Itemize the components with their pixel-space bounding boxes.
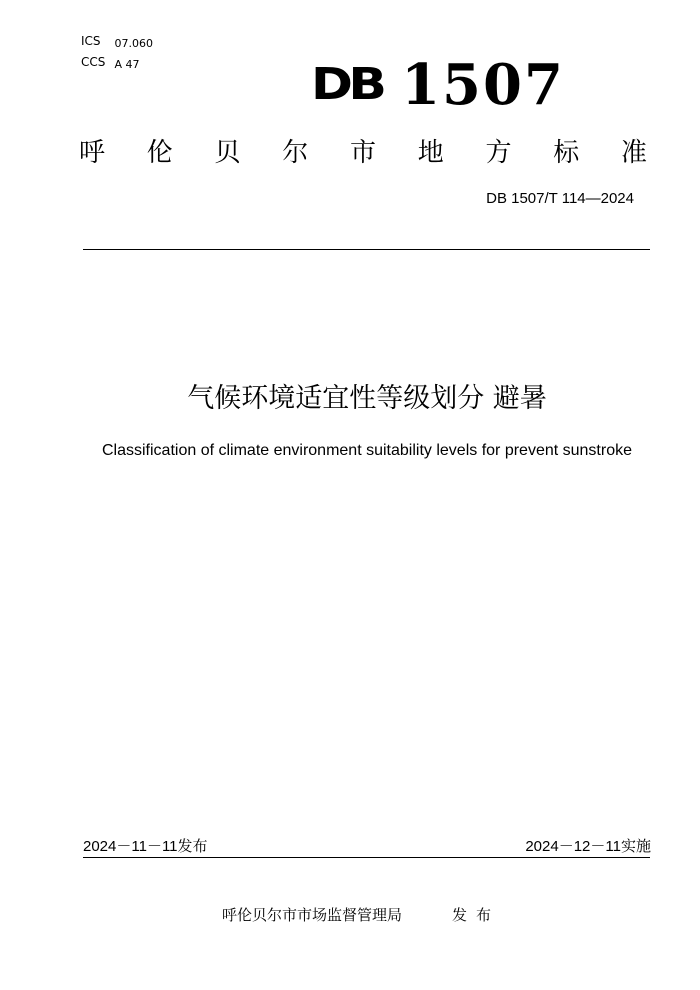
ics-code: [81, 34, 153, 48]
ccs-value: A 47: [114, 58, 140, 71]
standard-type-char: 呼: [78, 138, 105, 168]
implement-label: 实施: [620, 837, 651, 855]
header-divider: [83, 249, 650, 250]
issue-date-line: [83, 835, 208, 856]
standard-number: DB 1507/T 114—2024: [486, 190, 634, 207]
implement-date-line: [525, 835, 651, 856]
issue-date: 2024－11－11: [83, 838, 178, 855]
standard-type-char: 市: [349, 138, 376, 168]
ccs-label: CCS: [81, 55, 106, 69]
standard-type-char: 伦: [146, 138, 173, 168]
standard-type-char: 标: [553, 138, 580, 168]
standard-type-char: 地: [417, 138, 444, 168]
standard-type-heading: [78, 136, 648, 170]
standard-type-char: 贝: [214, 138, 241, 168]
implement-date: 2024－12－11: [525, 838, 621, 855]
title-english: Classification of climate environment suitability levels for prevent sunstroke: [101, 442, 632, 459]
footer-divider: [83, 857, 650, 858]
standard-type-char: 方: [485, 138, 512, 168]
ics-label: ICS: [81, 34, 101, 48]
issue-label: 发布: [177, 837, 208, 855]
ccs-code: [81, 55, 140, 69]
standard-type-char: 准: [620, 138, 647, 168]
publisher-action: 发布: [452, 906, 501, 924]
db-logo: [311, 52, 601, 118]
standard-type-char: 尔: [282, 138, 309, 168]
title-chinese: 气候环境适宜性等级划分 避暑: [187, 383, 547, 414]
db-logo-number: 1507: [401, 52, 565, 118]
publisher-name: 呼伦贝尔市市场监督管理局: [222, 906, 403, 924]
ics-value: 07.060: [114, 37, 153, 50]
db-logo-letters: DB: [311, 59, 383, 110]
